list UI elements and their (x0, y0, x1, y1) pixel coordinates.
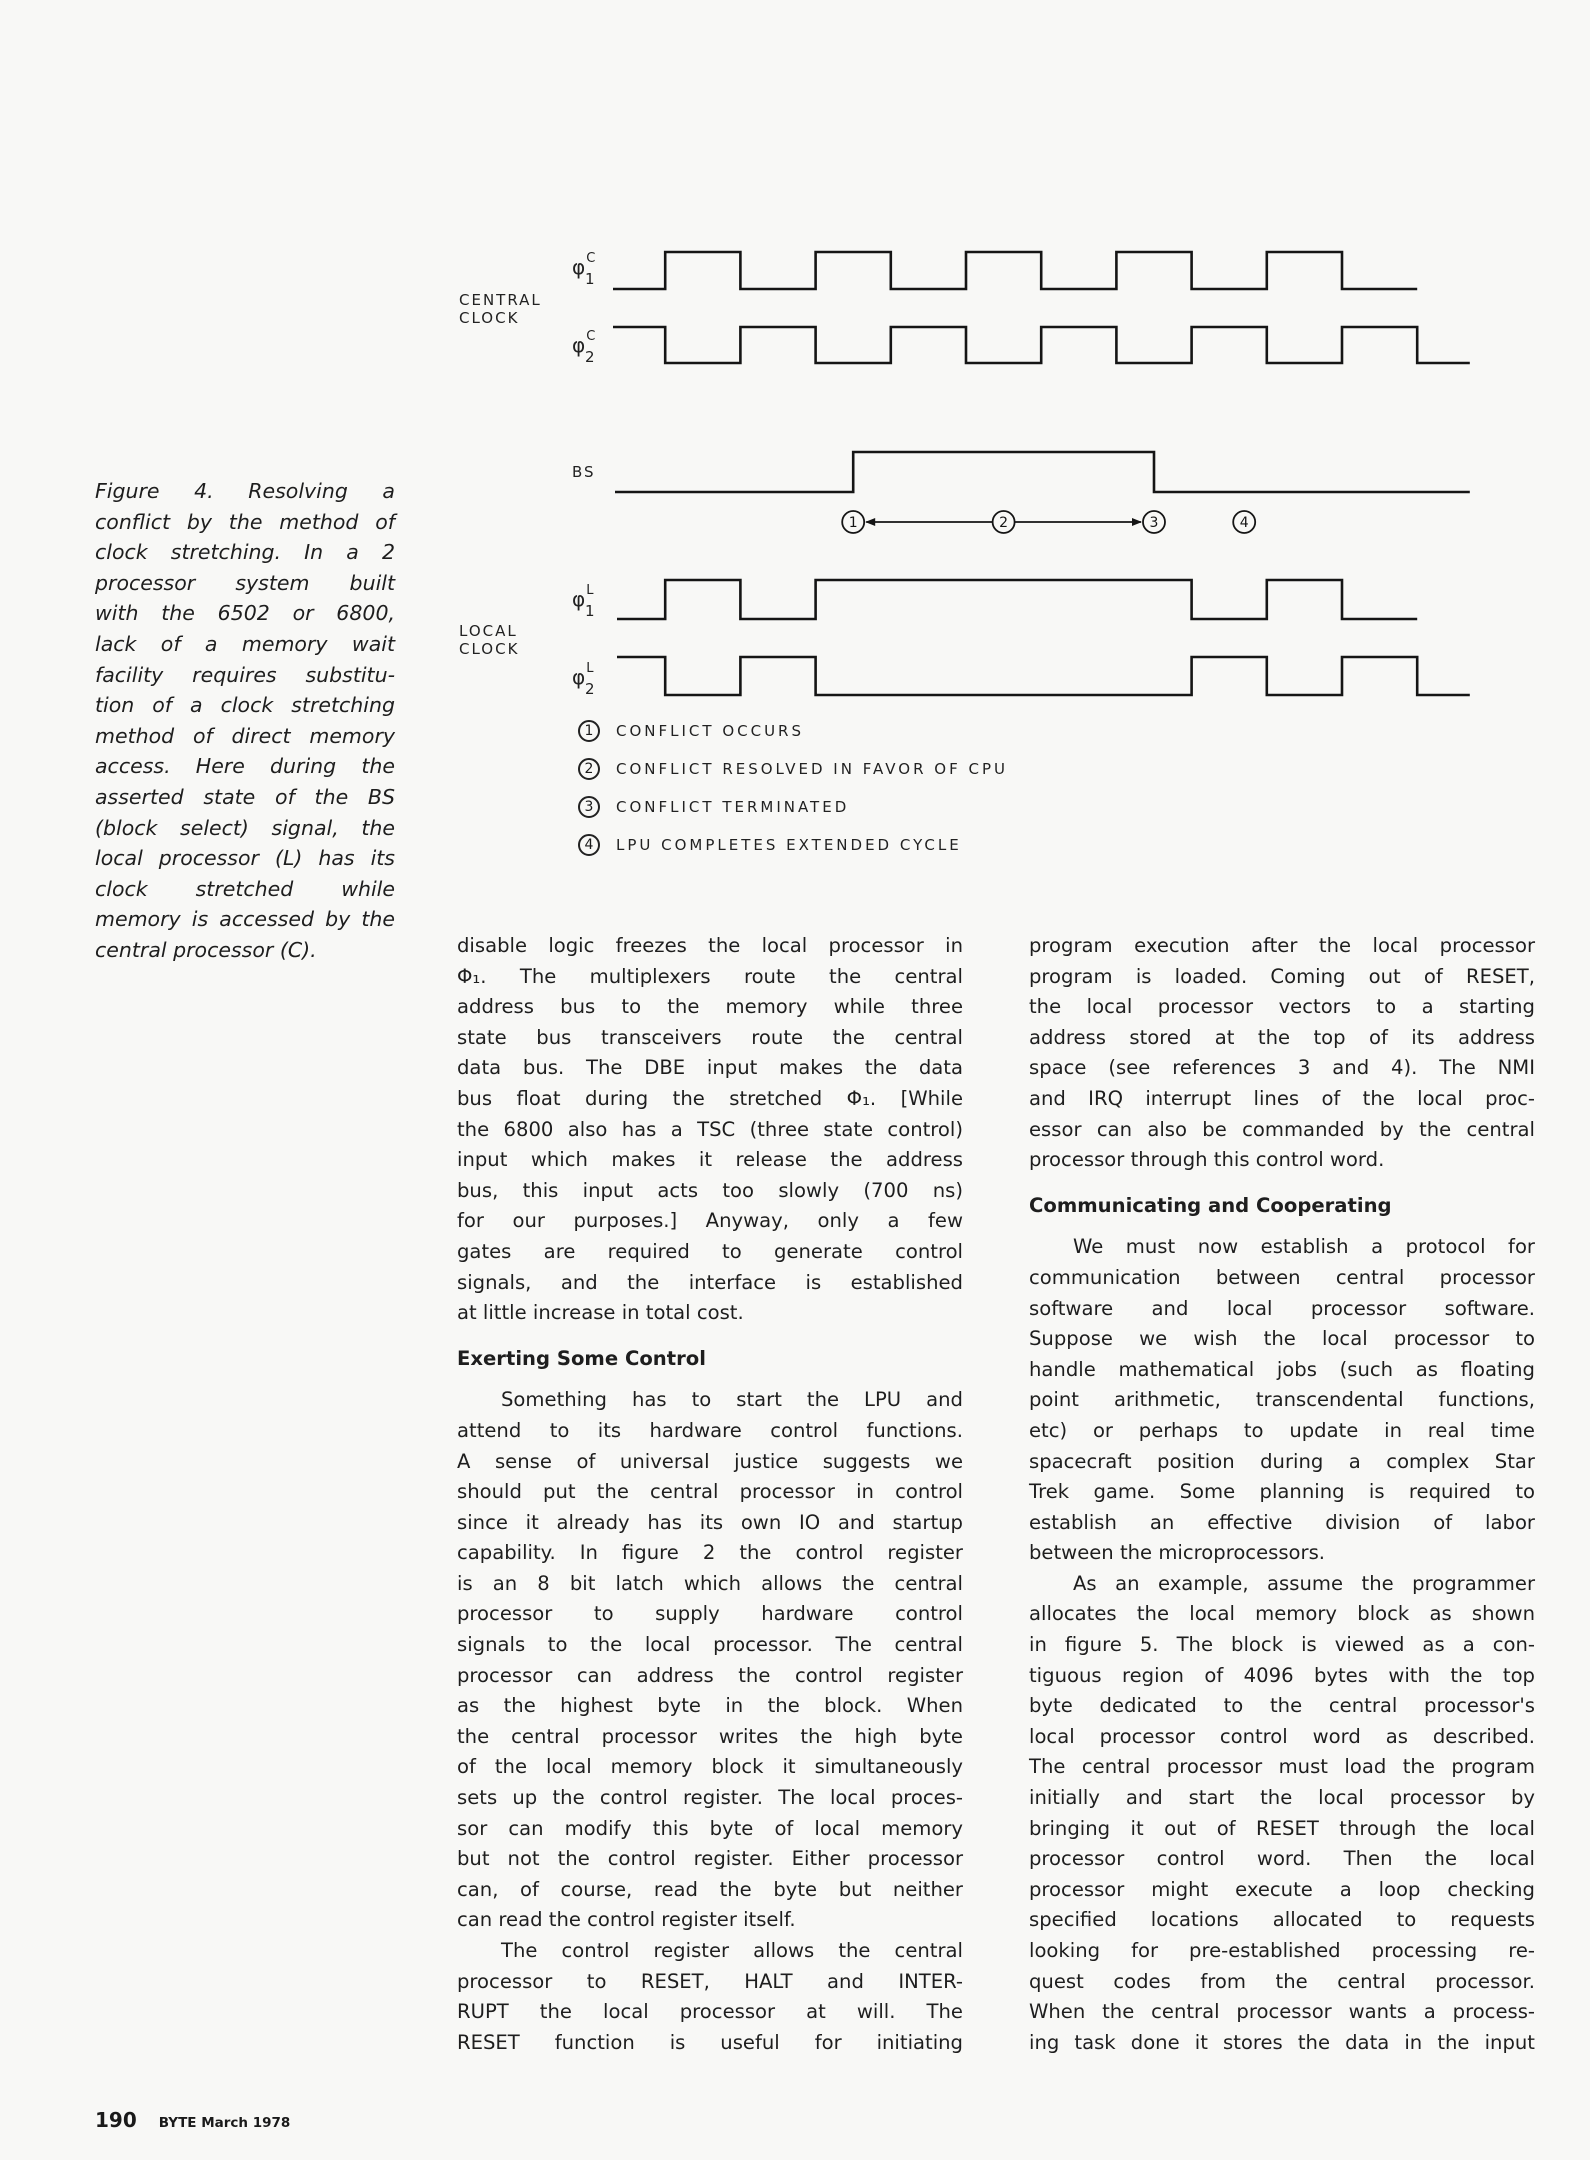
legend-item (578, 755, 1008, 783)
legend-number-circle: 3 (578, 796, 600, 818)
phi-symbol: φ (572, 255, 586, 279)
phi-sup: C (586, 251, 596, 267)
text-line: byte dedicated to the central processor's (1029, 1694, 1535, 1718)
caption-line: tion of a clock stretching (95, 693, 395, 718)
text-line: capability. In figure 2 the control register (457, 1541, 963, 1565)
text-line: should put the central processor in control (457, 1480, 963, 1504)
text-line: since it already has its own IO and startup (457, 1510, 963, 1534)
text-line: between the microprocessors. (1029, 1541, 1326, 1565)
body-column-2 (1029, 931, 1535, 2058)
local-label-line2: CLOCK (459, 640, 520, 658)
text-line: address bus to the memory while three (457, 995, 963, 1019)
text-line: handle mathematical jobs (such as floating (1029, 1357, 1535, 1381)
text-line: essor can also be commanded by the central (1029, 1117, 1535, 1141)
text-line: The central processor must load the program (1029, 1755, 1535, 1779)
legend-item (578, 793, 849, 821)
arrowhead-right-icon (1132, 518, 1142, 526)
text-line: input which makes it release the address (457, 1148, 963, 1172)
caption-line: central processor (C). (95, 937, 317, 962)
text-line: initially and start the local processor by (1029, 1786, 1535, 1810)
central-label-line1: CENTRAL (459, 291, 542, 309)
text-line: When the central processor wants a process- (1029, 2000, 1535, 2024)
text-line: processor might execute a loop checking (1029, 1877, 1535, 1901)
text-line: is an 8 bit latch which allows the central (457, 1571, 963, 1595)
waveform-phi2c (613, 327, 1470, 363)
text-line: A sense of universal justice suggests we (457, 1449, 963, 1473)
caption-line: access. Here during the (95, 754, 395, 779)
caption-line: memory is accessed by the (95, 907, 395, 932)
text-line: signals to the local processor. The central (457, 1633, 963, 1657)
marker-number: 3 (1149, 515, 1159, 531)
section-heading: Exerting Some Control (457, 1346, 706, 1370)
text-line: in figure 5. The block is viewed as a con- (1029, 1633, 1535, 1657)
text-line: Trek game. Some planning is required to (1029, 1480, 1535, 1504)
caption-line: asserted state of the BS (95, 784, 395, 809)
legend-number-circle: 2 (578, 758, 600, 780)
caption-line: with the 6502 or 6800, (95, 601, 395, 626)
text-line: but not the control register. Either processor (457, 1847, 963, 1871)
text-line: spacecraft position during a complex Star (1029, 1449, 1535, 1473)
text-line: processor to supply hardware control (457, 1602, 963, 1626)
text-line: The control register allows the central (501, 1939, 963, 1962)
bs-label: BS (572, 463, 596, 481)
text-line: program execution after the local processor (1029, 934, 1535, 957)
text-line: As an example, assume the programmer (1073, 1571, 1535, 1595)
text-line: bus float during the stretched Φ₁. [While (457, 1086, 963, 1110)
text-line: attend to its hardware control functions. (457, 1418, 963, 1442)
caption-line: method of direct memory (95, 723, 395, 748)
text-line: of the local memory block it simultaneously (457, 1755, 963, 1779)
text-line: Something has to start the LPU and (501, 1388, 963, 1412)
caption-line: clock stretching. In a 2 (95, 540, 395, 565)
event-marker-4 (1233, 511, 1255, 533)
text-line: tiguous region of 4096 bytes with the top (1029, 1663, 1535, 1687)
phi-sub: 2 (585, 348, 595, 366)
caption-line: processor system built (95, 570, 395, 595)
text-line: local processor control word as described. (1029, 1724, 1535, 1748)
text-line: specified locations allocated to requests (1029, 1908, 1535, 1932)
text-line: communication between central processor (1029, 1265, 1535, 1289)
text-line: looking for pre-established processing re- (1029, 1939, 1535, 1962)
body-column-1 (457, 931, 963, 2058)
text-line: at little increase in total cost. (457, 1301, 744, 1325)
text-line: bus, this input acts too slowly (700 ns) (457, 1178, 963, 1202)
phi-sup: C (586, 329, 596, 345)
text-line: bringing it out of RESET through the local (1029, 1816, 1535, 1840)
caption-line: local processor (L) has its (95, 846, 395, 871)
text-line: etc) or perhaps to update in real time (1029, 1418, 1535, 1442)
text-line: disable logic freezes the local processor in (457, 934, 963, 957)
marker-number: 4 (1239, 515, 1249, 531)
caption-line: lack of a memory wait (95, 631, 395, 656)
waveform-phi1l (617, 580, 1417, 619)
caption-line: Figure 4. Resolving a (95, 479, 395, 503)
phi-symbol: φ (572, 665, 586, 689)
text-line: the 6800 also has a TSC (three state control) (457, 1117, 963, 1141)
text-line: can, of course, read the byte but neither (457, 1877, 963, 1901)
text-line: RESET function is useful for initiating (457, 2030, 963, 2054)
legend-text: CONFLICT TERMINATED (616, 798, 850, 816)
caption-line: clock stretched while (95, 876, 395, 901)
text-line: RUPT the local processor at will. The (457, 2000, 963, 2024)
text-line: signals, and the interface is established (457, 1270, 963, 1294)
event-marker-3 (1143, 511, 1165, 533)
central-label-line2: CLOCK (459, 309, 520, 327)
legend-number-circle: 1 (578, 720, 600, 742)
event-marker-2 (993, 511, 1015, 533)
text-line: can read the control register itself. (457, 1908, 796, 1932)
text-line: for our purposes.] Anyway, only a few (457, 1209, 963, 1233)
phi-sup: L (586, 583, 594, 599)
text-line: sor can modify this byte of local memory (457, 1816, 963, 1840)
text-line: as the highest byte in the block. When (457, 1694, 963, 1718)
phi-symbol: φ (572, 587, 586, 611)
text-line: processor control word. Then the local (1029, 1847, 1535, 1871)
waveform-bs (615, 452, 1470, 492)
text-line: point arithmetic, transcendental functions, (1029, 1388, 1535, 1412)
figure-caption (95, 476, 395, 966)
local-label-line1: LOCAL (459, 622, 518, 640)
phi-sub: 2 (585, 680, 595, 698)
text-line: program is loaded. Coming out of RESET, (1029, 964, 1535, 988)
arrowhead-left-icon (865, 518, 875, 526)
phi-symbol: φ (572, 333, 586, 357)
phi-sub: 1 (585, 602, 595, 620)
legend-text: CONFLICT RESOLVED IN FAVOR OF CPU (616, 760, 1008, 778)
text-line: space (see references 3 and 4). The NMI (1029, 1056, 1535, 1080)
text-line: software and local processor software. (1029, 1296, 1535, 1320)
text-line: and IRQ interrupt lines of the local proc- (1029, 1086, 1535, 1110)
section-heading: Communicating and Cooperating (1029, 1193, 1392, 1217)
text-line: allocates the local memory block as shown (1029, 1602, 1535, 1626)
legend-text: LPU COMPLETES EXTENDED CYCLE (616, 836, 962, 854)
phi-sub: 1 (585, 270, 595, 288)
caption-line: (block select) signal, the (95, 815, 395, 840)
text-line: data bus. The DBE input makes the data (457, 1056, 963, 1080)
waveform-phi1c (613, 252, 1417, 289)
text-line: processor to RESET, HALT and INTER- (457, 1969, 963, 1993)
caption-line: conflict by the method of (95, 509, 395, 534)
legend-text: CONFLICT OCCURS (616, 722, 804, 740)
text-line: address stored at the top of its address (1029, 1025, 1535, 1049)
legend-item (578, 717, 804, 745)
text-line: gates are required to generate control (457, 1239, 963, 1263)
legend-item (578, 831, 962, 859)
caption-line: facility requires substitu- (95, 662, 395, 687)
marker-number: 2 (999, 515, 1009, 531)
text-line: state bus transceivers route the central (457, 1025, 963, 1049)
page-number: 190 (95, 2108, 137, 2132)
text-line: Suppose we wish the local processor to (1029, 1327, 1535, 1351)
marker-number: 1 (848, 515, 858, 531)
waveform-phi2l (617, 657, 1470, 695)
phi-sup: L (586, 661, 594, 677)
text-line: quest codes from the central processor. (1029, 1969, 1535, 1993)
text-line: the central processor writes the high byte (457, 1724, 963, 1748)
legend-number-circle: 4 (578, 834, 600, 856)
text-line: establish an effective division of labor (1029, 1510, 1535, 1534)
text-line: processor through this control word. (1029, 1148, 1385, 1172)
text-line: the local processor vectors to a starting (1029, 995, 1535, 1019)
page-footer (95, 2108, 290, 2132)
text-line: Φ₁. The multiplexers route the central (457, 964, 963, 988)
text-line: ing task done it stores the data in the input (1029, 2030, 1535, 2054)
publication-info: BYTE March 1978 (158, 2115, 291, 2131)
text-line: We must now establish a protocol for (1073, 1235, 1535, 1259)
text-line: sets up the control register. The local proces- (457, 1786, 963, 1810)
text-line: processor can address the control register (457, 1663, 963, 1687)
event-marker-1 (842, 511, 864, 533)
